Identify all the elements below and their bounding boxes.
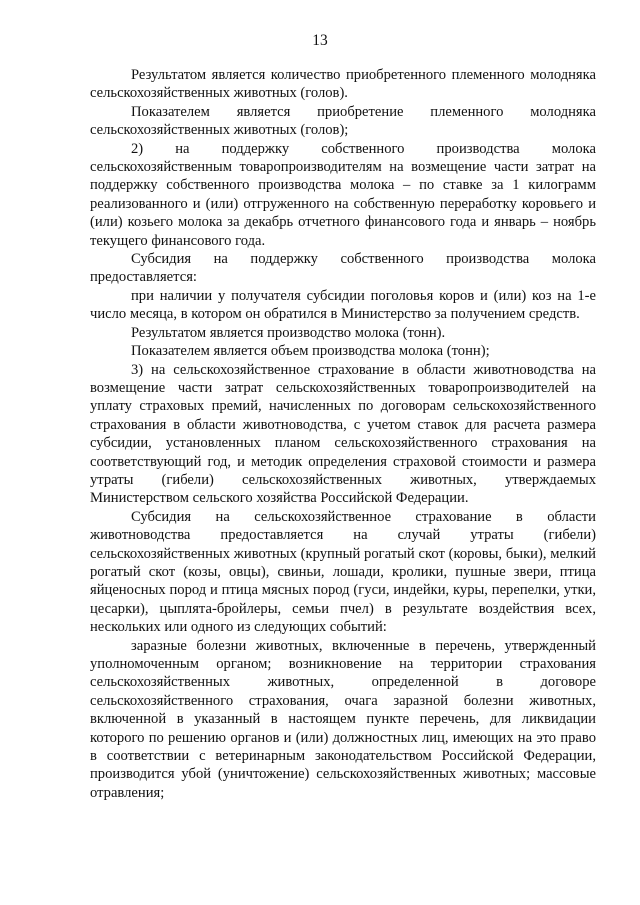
page-number: 13 <box>312 32 328 49</box>
paragraph-indicator-milk: Показателем является объем производства молока (тонн); <box>131 343 490 360</box>
paragraph-insurance: 3) на сельскохозяйственное страхование в области животноводства на возмещение части затрат сельскохозяйственных товаропроизводителей на уплату страховых премий, начисленных по договорам сельскохозяйственного страхования в области животноводства, с учетом ставок для расчета размера субсидии, установленных планом сельскохозяйственного страхования на соответствующий год, и методик определения страховой стоимости и размера утраты (гибели) сельскохозяйственных животных, утверждаемых Министерством сельского хозяйства Российской Федерации. <box>90 361 596 507</box>
document-body <box>90 66 596 802</box>
paragraph-result-breeding: Результатом является количество приобретенного племенного молодняка сельскохозяйственных животных (голов). <box>90 67 596 102</box>
paragraph-milk-subsidy: Субсидия на поддержку собственного производства молока предоставляется: <box>90 251 596 286</box>
paragraph-milk-support: 2) на поддержку собственного производства молока сельскохозяйственным товаропроизводителям на возмещение части затрат на поддержку собственного производства молока – по ставке за 1 килограмм реализованного и (или) отгруженного на собственную переработку коровьего и (или) козьего молока за декабрь отчетного финансового года и январь – ноябрь текущего финансового года. <box>90 140 596 249</box>
paragraph-milk-condition: при наличии у получателя субсидии поголовья коров и (или) коз на 1-е число месяца, в котором он обратился в Министерство за получением средств. <box>90 287 596 323</box>
paragraph-insurance-events: заразные болезни животных, включенные в перечень, утвержденный уполномоченным органом; возникновение на территории страхования сельскохозяйственных животных, определенной в договоре сельскохозяйственного страхования, очага заразной болезни животных, включенной в указанный в настоящем пункте перечень, для ликвидации которого по решению органов и (или) должностных лиц, имеющих на это право в соответствии с ветеринарным законодательством Российской Федерации, производится убой (уничтожение) сельскохозяйственных животных; массовые отравления; <box>90 637 596 801</box>
paragraph-indicator-breeding: Показателем является приобретение племенного молодняка сельскохозяйственных животных (голов); <box>90 103 596 139</box>
paragraph-result-milk: Результатом является производство молока (тонн). <box>131 324 446 341</box>
paragraph-insurance-subsidy: Субсидия на сельскохозяйственное страхование в области животноводства предоставляется на случай утраты (гибели) сельскохозяйственных животных (крупный рогатый скот (коровы, быки), мелкий рогатый скот (козы, овцы), свиньи, лошади, кролики, пушные звери, птица яйценосных пород и птица мясных пород (гуси, индейки, куры, перепелки, утки, цесарки), цыплята-бройлеры, семьи пчел) в результате воздействия всех, нескольких или одного из следующих событий: <box>90 508 596 636</box>
